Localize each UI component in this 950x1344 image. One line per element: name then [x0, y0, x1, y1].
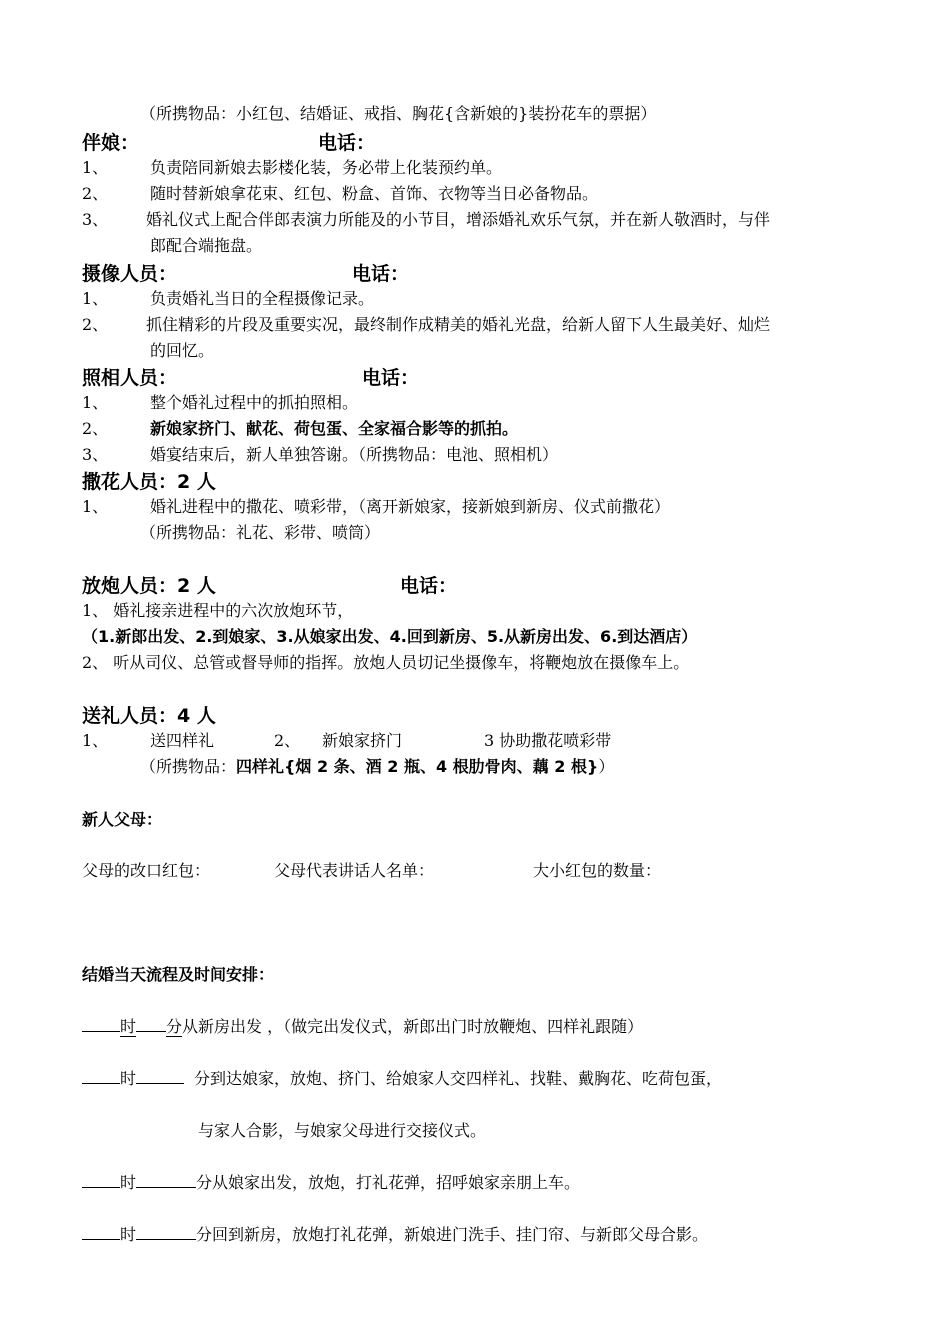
list-number: 1、	[82, 731, 109, 750]
hour-unit: 时	[120, 1173, 137, 1192]
firecracker-phone-label: 电话：	[400, 575, 458, 597]
schedule-heading: 结婚当天流程及时间安排：	[82, 965, 275, 984]
list-item: 新娘家挤门	[322, 731, 403, 750]
list-item: 随时替新娘拿花束、红包、粉盒、首饰、衣物等当日必备物品。	[150, 184, 599, 203]
hour-blank[interactable]	[82, 1015, 120, 1032]
red-envelope-count-label: 大小红包的数量：	[533, 861, 662, 880]
list-number: 1、	[82, 289, 109, 308]
list-number: 1、	[82, 393, 109, 412]
photographer-phone-label: 电话：	[362, 367, 420, 389]
schedule-row	[82, 1066, 722, 1089]
flower-team-heading: 撒花人员：2 人	[82, 471, 216, 493]
firecracker-team-heading: 放炮人员：2 人	[82, 575, 216, 597]
bridesmaid-heading: 伴娘：	[82, 132, 140, 154]
carry-items: 四样礼{烟 2 条、酒 2 瓶、4 根肋骨肉、藕 2 根}	[236, 757, 599, 776]
schedule-row	[82, 1170, 580, 1193]
list-item: 婚礼进程中的撒花、喷彩带，（离开新娘家，接新娘到新房、仪式前撒花）	[150, 497, 671, 516]
schedule-text: 从新房出发 ，（做完出发仪式，新郎出门时放鞭炮、四样礼跟随）	[182, 1017, 644, 1036]
schedule-text: 分回到新房，放炮打礼花弹，新娘进门洗手、挂门帘、与新郎父母合影。	[196, 1225, 709, 1244]
minute-blank[interactable]	[136, 1171, 196, 1188]
videographer-phone-label: 电话：	[352, 263, 410, 285]
list-number: 2、	[82, 419, 109, 438]
videographer-heading: 摄像人员：	[82, 263, 178, 285]
parents-red-envelope-label: 父母的改口红包：	[82, 861, 211, 880]
hour-unit: 时	[120, 1069, 137, 1088]
schedule-row	[82, 1222, 708, 1245]
list-item: 新娘家挤门、献花、荷包蛋、全家福合影等的抓拍。	[150, 419, 519, 438]
gift-carry-line	[140, 754, 614, 777]
schedule-text: 分从娘家出发，放炮，打礼花弹，招呼娘家亲朋上车。	[196, 1173, 581, 1192]
list-number: 2、	[274, 731, 301, 750]
firecracker-steps: （1.新郎出发、2.到娘家、3.从娘家出发、4.回到新房、5.从新房出发、6.到达酒店）	[82, 627, 698, 646]
minute-blank[interactable]	[136, 1015, 166, 1032]
list-number: 3、	[82, 210, 109, 229]
hour-unit: 时	[120, 1225, 137, 1244]
list-item: 整个婚礼过程中的抓拍照相。	[150, 393, 359, 412]
list-number: 3、	[82, 445, 109, 464]
hour-blank[interactable]	[82, 1223, 120, 1240]
minute-blank[interactable]	[136, 1223, 196, 1240]
carry-items-line: （所携物品：小红包、结婚证、戒指、胸花{含新娘的}装扮花车的票据）	[140, 104, 657, 123]
list-item: 送四样礼	[150, 731, 215, 750]
list-item: 负责陪同新娘去影楼化装，务必带上化装预约单。	[150, 158, 503, 177]
photographer-heading: 照相人员：	[82, 367, 178, 389]
list-item: 1、 婚礼接亲进程中的六次放炮环节，	[82, 601, 354, 620]
list-item: 3 协助撒花喷彩带	[484, 731, 612, 750]
list-item: 婚宴结束后，新人单独答谢。（所携物品：电池、照相机）	[150, 445, 559, 464]
carry-prefix: （所携物品：	[140, 757, 237, 776]
schedule-text: 分到达娘家，放炮、挤门、给娘家人交四样礼、找鞋、戴胸花、吃荷包蛋，	[194, 1069, 723, 1088]
parents-speaker-label: 父母代表讲话人名单：	[274, 861, 435, 880]
hour-blank[interactable]	[82, 1067, 120, 1084]
list-number: 2、	[82, 315, 109, 334]
list-number: 1、	[82, 497, 109, 516]
carry-suffix: ）	[598, 757, 615, 776]
list-item: 抓住精彩的片段及重要实况，最终制作成精美的婚礼光盘，给新人留下人生最美好、灿烂	[146, 315, 771, 334]
list-item-continuation: （所携物品：礼花、彩带、喷筒）	[140, 523, 381, 542]
hour-blank[interactable]	[82, 1171, 120, 1188]
bridesmaid-phone-label: 电话：	[318, 132, 376, 154]
list-number: 1、	[82, 158, 109, 177]
parents-heading: 新人父母：	[82, 810, 163, 829]
list-item: 负责婚礼当日的全程摄像记录。	[150, 289, 375, 308]
minute-unit: 分	[166, 1017, 183, 1036]
list-item-continuation: 郎配合端拖盘。	[150, 236, 263, 255]
list-item-continuation: 的回忆。	[150, 341, 215, 360]
schedule-row	[82, 1014, 643, 1037]
list-item: 婚礼仪式上配合伴郎表演力所能及的小节目，增添婚礼欢乐气氛，并在新人敬酒时，与伴	[146, 210, 771, 229]
gift-team-heading: 送礼人员：4 人	[82, 705, 216, 727]
hour-unit: 时	[120, 1017, 137, 1036]
list-number: 2、	[82, 184, 109, 203]
minute-blank[interactable]	[136, 1067, 184, 1084]
list-item: 2、 听从司仪、总管或督导师的指挥。放炮人员切记坐摄像车，将鞭炮放在摄像车上。	[82, 653, 690, 672]
schedule-row-continuation: 与家人合影，与娘家父母进行交接仪式。	[198, 1121, 487, 1140]
